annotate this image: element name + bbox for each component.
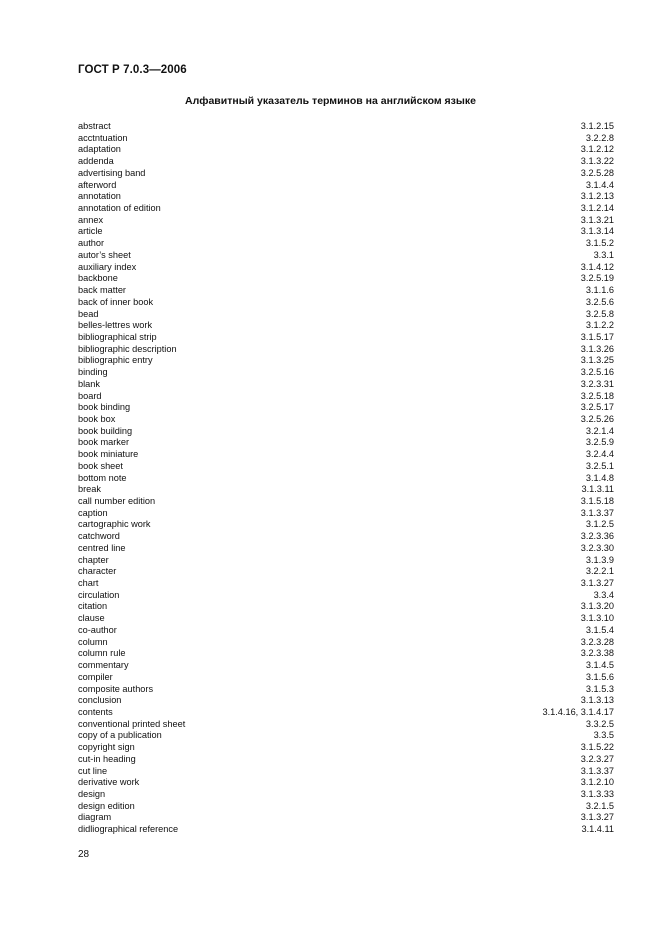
index-term: addenda [78,156,114,167]
index-reference: 3.1.3.26 [580,343,614,354]
index-term: book marker [78,437,130,448]
index-reference: 3.1.3.11 [581,484,614,495]
index-term: board [78,390,102,401]
index-term: article [78,226,103,237]
index-term: acctntuation [78,132,128,143]
index-entry [78,754,614,766]
index-reference: 3.1.4.16, 3.1.4.17 [542,706,614,717]
index-term: circulation [78,589,120,600]
index-entry [78,566,614,578]
index-reference: 3.2.2.8 [585,132,614,143]
document-header: ГОСТ Р 7.0.3—2006 [78,64,187,76]
index-entry [78,426,614,438]
index-entry [78,168,614,180]
index-reference: 3.2.1.5 [585,800,614,811]
index-reference: 3.2.1.4 [585,425,614,436]
index-term: bead [78,308,99,319]
index-entry [78,578,614,590]
index-reference: 3.1.3.20 [580,601,614,612]
index-entry [78,461,614,473]
index-term: back matter [78,285,126,296]
index-term: call number edition [78,496,156,506]
index-term: bibliographic description [78,343,177,354]
index-entry [78,226,614,238]
index-term: annotation [78,191,121,202]
index-reference: 3.1.2.14 [580,203,614,214]
index-entry [78,742,614,754]
index-entry [78,730,614,742]
index-entry [78,637,614,649]
index-entry [78,391,614,403]
index-entry [78,519,614,531]
index-entry [78,355,614,367]
index-term: diagram [78,812,112,823]
index-term: book sheet [78,460,123,471]
index-term: annotation of edition [78,203,161,214]
index-entry [78,684,614,696]
index-reference: 3.1.4.8 [585,472,614,483]
index-reference: 3.2.5.17 [580,402,614,413]
index-reference: 3.1.4.5 [585,660,614,671]
index-entry [78,203,614,215]
index-reference: 3.1.3.37 [580,507,614,518]
index-entry [78,414,614,426]
index-entry [78,555,614,567]
index-term: backbone [78,273,118,284]
index-reference: 3.1.3.33 [580,788,614,799]
index-reference: 3.1.3.25 [580,355,614,366]
index-term: derivative work [78,777,140,788]
index-term: back of inner book [78,296,154,307]
index-reference: 3.1.3.22 [580,156,614,167]
index-reference: 3.2.5.16 [580,367,614,378]
index-entry [78,191,614,203]
index-term: chart [78,578,99,589]
index-reference: 3.1.3.14 [580,226,614,237]
index-entry [78,320,614,332]
index-entry [78,437,614,449]
index-reference: 3.1.3.37 [580,765,614,776]
index-reference: 3.2.3.27 [580,753,614,764]
index-reference: 3.2.4.4 [585,449,614,460]
index-reference: 3.2.3.38 [580,648,614,659]
index-entry [78,484,614,496]
index-entry [78,625,614,637]
index-reference: 3.2.5.9 [585,437,614,448]
index-term: book box [78,413,116,424]
index-term: binding [78,367,108,378]
index-entry [78,238,614,250]
index-entry [78,648,614,660]
index-reference: 3.3.1 [593,249,614,260]
index-entry [78,133,614,145]
index-reference: 3.3.2.5 [585,718,614,729]
index-entry [78,379,614,391]
index-reference: 3.2.3.30 [580,542,614,553]
index-term: design [78,788,106,799]
index-term: advertising band [78,167,146,178]
index-term: bibliographical strip [78,331,157,342]
index-term: conclusion [78,695,122,706]
index-entry [78,531,614,543]
index-reference: 3.1.3.10 [580,613,614,624]
index-entry [78,777,614,789]
index-reference: 3.1.2.2 [585,320,614,331]
index-term: blank [78,378,100,389]
index-term: bibliographic entry [78,355,153,366]
index-term: didliographical reference [78,824,179,835]
index-reference: 3.3.5 [593,730,614,741]
index-term: adaptation [78,144,121,155]
index-entry [78,344,614,356]
index-term: book miniature [78,449,139,460]
index-reference: 3.1.3.21 [580,214,614,225]
index-term: citation [78,601,108,612]
index-entry [78,285,614,297]
index-reference: 3.2.5.8 [585,308,614,319]
index-entry [78,156,614,168]
index-reference: 3.1.5.22 [580,742,614,753]
index-term: cut-in heading [78,753,136,764]
index-reference: 3.1.5.3 [585,683,614,694]
index-term: belles-lettres work [78,320,153,331]
index-entry [78,121,614,133]
index-term: cut line [78,765,108,776]
index-entry [78,473,614,485]
index-reference: 3.2.3.31 [580,378,614,389]
index-entry [78,180,614,192]
index-entry [78,707,614,719]
index-entry [78,273,614,285]
index-term: conventional printed sheet [78,718,186,729]
index-entry [78,250,614,262]
index-entry [78,601,614,613]
index-term: design edition [78,800,135,811]
index-entry [78,660,614,672]
index-entry [78,367,614,379]
index-reference: 3.1.4.12 [580,261,614,272]
index-entry [78,543,614,555]
index-reference: 3.1.3.9 [585,554,614,565]
index-reference: 3.2.5.6 [585,296,614,307]
index-reference: 3.2.5.1 [585,460,614,471]
index-term: book building [78,425,133,436]
index-entry [78,789,614,801]
index-reference: 3.2.5.26 [580,413,614,424]
index-reference: 3.1.2.15 [580,121,614,131]
index-reference: 3.1.5.4 [585,624,614,635]
index-entry [78,402,614,414]
index-term: bottom note [78,472,127,483]
index-entry [78,144,614,156]
index-reference: 3.1.2.12 [580,144,614,155]
index-term: clause [78,613,105,624]
index-term: centred line [78,542,126,553]
index-reference: 3.2.3.28 [580,636,614,647]
index-entry [78,613,614,625]
index-reference: 3.3.4 [593,589,614,600]
index-reference: 3.1.5.17 [580,331,614,342]
index-term: composite authors [78,683,154,694]
index-reference: 3.2.3.36 [580,531,614,542]
index-term: catchword [78,531,120,542]
index-term: chapter [78,554,109,565]
index-reference: 3.2.2.1 [585,566,614,577]
index-reference: 3.1.3.13 [580,695,614,706]
index-entry [78,719,614,731]
index-term: afterword [78,179,117,190]
index-reference: 3.1.5.2 [585,238,614,249]
page-number: 28 [78,849,90,860]
index-reference: 3.1.4.4 [585,179,614,190]
index-term: book binding [78,402,131,413]
index-reference: 3.1.3.27 [580,578,614,589]
index-reference: 3.1.1.6 [585,285,614,296]
index-entry [78,262,614,274]
index-entry [78,812,614,824]
index-term: annex [78,214,104,225]
index-entry [78,695,614,707]
page-title: Алфавитный указатель терминов на английском языке [185,95,476,107]
index-term: caption [78,507,108,518]
index-term: co-author [78,624,117,635]
index-reference: 3.2.5.18 [580,390,614,401]
index-term: auxiliary index [78,261,137,272]
index-reference: 3.1.4.11 [581,824,614,835]
index-reference: 3.1.3.27 [580,812,614,823]
index-entry [78,672,614,684]
index-entry [78,309,614,321]
index-term: copy of a publication [78,730,162,741]
index-entry [78,496,614,508]
index-reference: 3.1.5.18 [580,496,614,506]
index-term: break [78,484,101,495]
index-term: autor’s sheet [78,249,131,260]
index-term: abstract [78,121,111,131]
index-term: commentary [78,660,129,671]
index-term: column [78,636,108,647]
index-term: character [78,566,117,577]
index-entry [78,590,614,602]
index-entry [78,824,614,836]
index-entry [78,297,614,309]
term-index-list [78,121,614,836]
index-entry [78,801,614,813]
index-entry [78,508,614,520]
index-term: cartographic work [78,519,151,530]
index-term: contents [78,706,113,717]
index-term: column rule [78,648,126,659]
index-entry [78,766,614,778]
index-reference: 3.1.5.6 [585,671,614,682]
index-reference: 3.2.5.19 [580,273,614,284]
index-term: compiler [78,671,113,682]
index-entry [78,332,614,344]
index-reference: 3.2.5.28 [580,167,614,178]
index-entry [78,449,614,461]
index-term: author [78,238,105,249]
index-reference: 3.1.2.10 [580,777,614,788]
index-entry [78,215,614,227]
index-term: copyright sign [78,742,135,753]
index-reference: 3.1.2.13 [580,191,614,202]
index-reference: 3.1.2.5 [585,519,614,530]
